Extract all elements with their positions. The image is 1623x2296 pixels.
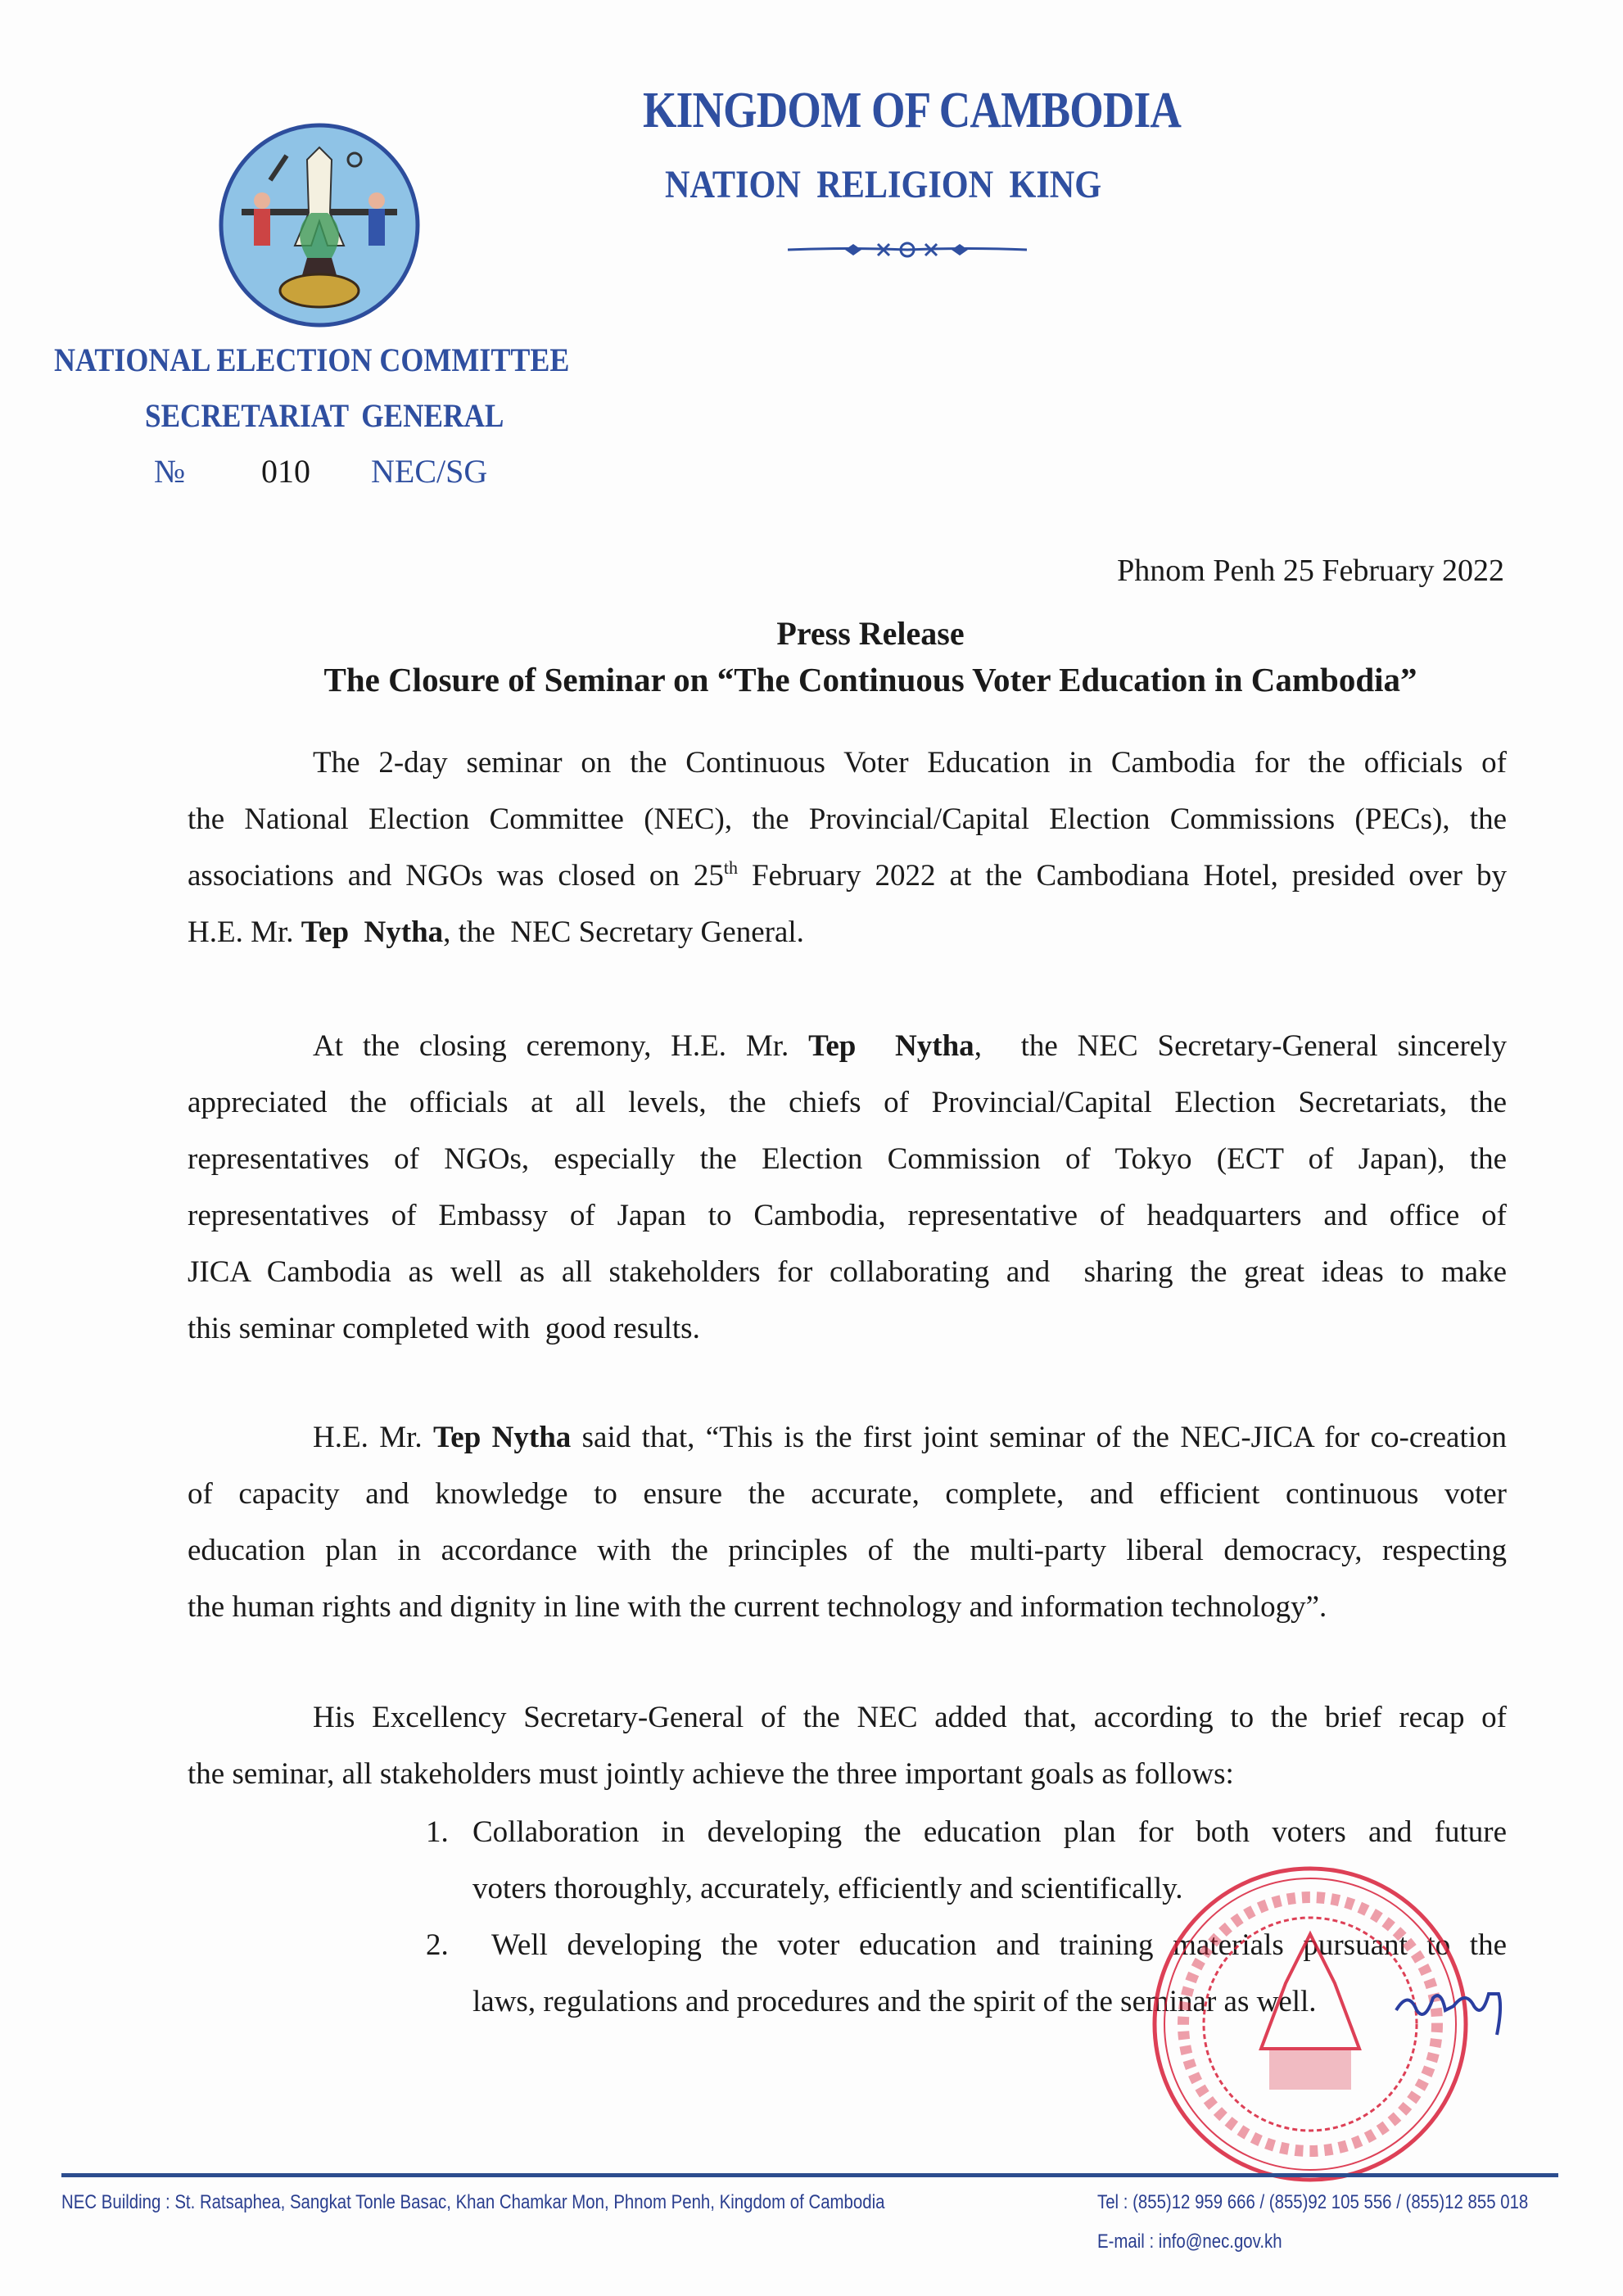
document-number: 010 — [261, 453, 310, 490]
text-run: His Excellency Secretary-General of the NEC added that, according to the brief recap of — [313, 1701, 1507, 1734]
document-date: Phnom Penh 25 February 2022 — [1117, 554, 1504, 588]
text-run: representatives of NGOs, especially the Election Commission of Tokyo (ECT of Japan), the — [188, 1142, 1507, 1176]
text-run: February 2022 at the Cambodiana Hotel, presided over by — [737, 859, 1507, 893]
goal-number: 1. — [426, 1815, 449, 1849]
superscript: th — [723, 857, 738, 878]
organization-name: NATIONAL ELECTION COMMITTEE — [54, 341, 570, 378]
footer-address: NEC Building : St. Ratsaphea, Sangkat Tonle Basac, Khan Chamkar Mon, Phnom Penh, Kingdom of Cambodia — [61, 2191, 885, 2213]
text-line — [188, 1187, 1507, 1244]
text-run: , the NEC Secretary General. — [443, 915, 804, 949]
text-line — [188, 1579, 1507, 1635]
text-run: JICA Cambodia as well as all stakeholders for collaborating and sharing the great ideas to make — [188, 1255, 1507, 1289]
text-run: the human rights and dignity in line with the current technology and information technology”. — [188, 1590, 1327, 1624]
text-run: associations and NGOs was closed on 25 — [188, 859, 724, 893]
text-line — [188, 1466, 1507, 1522]
department-name: SECRETARIAT GENERAL — [145, 397, 504, 434]
text-line — [188, 734, 1507, 791]
text-run: Collaboration in developing the education plan for both voters and future — [472, 1815, 1507, 1849]
bold-name: Tep Nytha — [433, 1421, 572, 1454]
text-run: the National Election Committee (NEC), the Provincial/Capital Election Commissions (PECs), the — [188, 802, 1507, 836]
text-run: representatives of Embassy of Japan to Cambodia, representative of headquarters and office of — [188, 1199, 1507, 1232]
bold-name: Tep Nytha — [301, 915, 444, 949]
signature-icon — [1392, 1973, 1515, 2039]
text-run: The 2-day seminar on the Continuous Voter Education in Cambodia for the officials of — [313, 746, 1507, 780]
text-line — [188, 791, 1507, 847]
text-run: H.E. Mr. — [313, 1421, 433, 1454]
text-run: the seminar, all stakeholders must jointly achieve the three important goals as follows: — [188, 1757, 1234, 1791]
text-run: At the closing ceremony, H.E. Mr. — [313, 1029, 809, 1063]
paragraph-1 — [188, 734, 1507, 960]
text-line — [188, 1746, 1507, 1802]
text-run: this seminar completed with good results. — [188, 1312, 700, 1345]
text-run: , the NEC Secretary-General sincerely — [974, 1029, 1507, 1063]
text-line — [188, 1300, 1507, 1357]
text-line — [188, 1689, 1507, 1746]
text-run: education plan in accordance with the principles of the multi-party liberal democracy, respecting — [188, 1534, 1507, 1567]
motto-heading: NATION RELIGION KING — [665, 163, 1102, 206]
footer-divider — [61, 2173, 1558, 2177]
document-code: NEC/SG — [371, 453, 488, 490]
paragraph-3 — [188, 1409, 1507, 1635]
goal-number: 2. — [426, 1928, 449, 1962]
text-line — [188, 1074, 1507, 1131]
text-run: voters thoroughly, accurately, efficiently and scientifically. — [472, 1872, 1183, 1905]
press-release-label: Press Release — [776, 615, 965, 652]
country-heading: KINGDOM OF CAMBODIA — [643, 83, 1182, 138]
text-run: Well developing the voter education and training materials pursuant to the — [472, 1928, 1507, 1962]
paragraph-4 — [188, 1689, 1507, 1802]
text-run: H.E. Mr. — [188, 915, 301, 949]
nec-emblem-logo — [217, 123, 422, 328]
text-run: laws, regulations and procedures and the spirit of the seminar as well. — [472, 1985, 1317, 2018]
text-line — [188, 1131, 1507, 1187]
text-line — [188, 1018, 1507, 1074]
text-line — [188, 904, 1507, 960]
text-line — [188, 1244, 1507, 1300]
text-run: said that, “This is the first joint seminar of the NEC-JICA for co-creation — [571, 1421, 1508, 1454]
paragraph-2 — [188, 1018, 1507, 1357]
document-title: The Closure of Seminar on “The Continuous Voter Education in Cambodia” — [323, 661, 1417, 698]
ornament-divider — [788, 239, 1027, 260]
text-run: of capacity and knowledge to ensure the accurate, complete, and efficient continuous voter — [188, 1477, 1507, 1511]
footer-telephone: Tel : (855)12 959 666 / (855)92 105 556 / (855)12 855 018 — [1097, 2191, 1529, 2213]
text-run: appreciated the officials at all levels, the chiefs of Provincial/Capital Election Secretariats, the — [188, 1086, 1507, 1119]
text-line — [188, 847, 1507, 904]
text-line — [472, 1804, 1507, 1860]
text-line — [188, 1522, 1507, 1579]
footer-email[interactable]: E-mail : info@nec.gov.kh — [1097, 2230, 1282, 2253]
bold-name: Tep Nytha — [808, 1029, 974, 1063]
text-line — [188, 1409, 1507, 1466]
number-symbol: № — [154, 453, 186, 490]
